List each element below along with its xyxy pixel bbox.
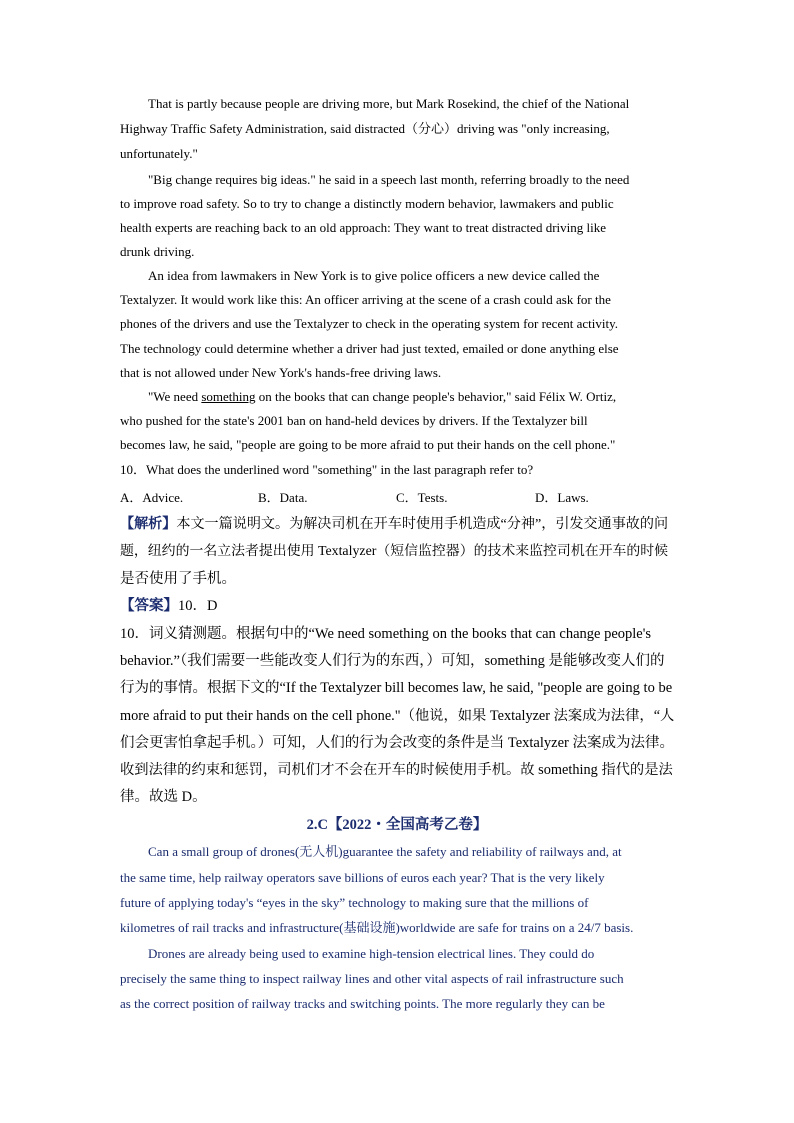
passage-line: Drones are already being used to examine high-tension electrical lines. They could do — [148, 946, 595, 961]
passage-line: phones of the drivers and use the Textalyzer to check in the operating system for recent activity. — [120, 316, 618, 331]
passage-line: who pushed for the state's 2001 ban on hand-held devices by drivers. If the Textalyzer bill — [120, 413, 588, 428]
answer-label: 【答案】 — [120, 598, 178, 614]
passage-line: becomes law, he said, "people are going to be more afraid to put their hands on the cell phone." — [120, 437, 616, 452]
passage-line: unfortunately." — [120, 146, 198, 161]
passage-line: precisely the same thing to inspect railway lines and other vital aspects of rail infrastructure such — [120, 971, 624, 986]
passage-line: "Big change requires big ideas." he said in a speech last month, referring broadly to the need — [148, 172, 630, 187]
answer-line — [120, 598, 217, 614]
passage-line — [148, 389, 616, 405]
passage-line: that is not allowed under New York's hands-free driving laws. — [120, 365, 442, 380]
passage-line: as the correct position of railway tracks and switching points. The more regularly they can be — [120, 996, 605, 1011]
explanation-line: 们会更害怕拿起手机。）可知，人们的行为会改变的条件是当 Textalyzer 法案成为法律。 — [120, 735, 674, 751]
passage-line: An idea from lawmakers in New York is to give police officers a new device called the — [148, 268, 600, 283]
passage-line: Can a small group of drones(无人机)guarantee the safety and reliability of railways and, at — [148, 844, 622, 859]
explanation-line: 收到法律的约束和惩罚，司机们才不会在开车的时候使用手机。故 something 指代的是法 — [120, 762, 673, 778]
question-text: 10．What does the underlined word "something" in the last paragraph refer to? — [120, 462, 534, 477]
analysis-line: 是否使用了手机。 — [120, 571, 236, 587]
section-heading: 2.C【2022・全国高考乙卷】 — [306, 817, 488, 833]
text-fragment: on the books that can change people's behavior," said Félix W. Ortiz, — [255, 389, 617, 404]
analysis-label: 【解析】 — [120, 516, 177, 532]
passage-line: the same time, help railway operators save billions of euros each year? That is the very likely — [120, 870, 605, 885]
option-d: D．Laws. — [535, 490, 589, 505]
analysis-line: 题，纽约的一名立法者提出使用 Textalyzer（短信监控器）的技术来监控司机在开车的时候 — [120, 544, 669, 559]
option-a: A．Advice. — [120, 490, 184, 505]
passage-line: drunk driving. — [120, 244, 195, 259]
text-fragment: "We need — [148, 389, 202, 404]
passage-line: Textalyzer. It would work like this: An officer arriving at the scene of a crash could ask for the — [120, 292, 611, 307]
explanation-line: behavior.”（我们需要一些能改变人们行为的东西，）可知，something 是能够改变人们的 — [120, 653, 665, 669]
explanation-line: 行为的事情。根据下文的“If the Textalyzer bill becomes law, he said, "people are going to be — [120, 680, 673, 696]
option-c: C．Tests. — [396, 490, 448, 505]
passage-line: That is partly because people are driving more, but Mark Rosekind, the chief of the National — [148, 96, 630, 111]
passage-line: The technology could determine whether a driver had just texted, emailed or done anything else — [120, 341, 619, 356]
passage-line: to improve road safety. So to try to change a distinctly modern behavior, lawmakers and public — [120, 196, 614, 211]
explanation-line: 10．词义猜测题。根据句中的“We need something on the books that can change people's — [120, 626, 651, 642]
analysis-text: 本文一篇说明文。为解决司机在开车时使用手机造成“分神”，引发交通事故的问 — [176, 516, 669, 532]
underlined-word: something — [201, 389, 256, 404]
passage-line: kilometres of rail tracks and infrastructure(基础设施)worldwide are safe for trains on a 24/7 basis. — [120, 920, 634, 935]
passage-line: future of applying today's “eyes in the sky” technology to making sure that the millions of — [120, 895, 589, 910]
passage-line: health experts are reaching back to an old approach: They want to treat distracted driving like — [120, 220, 606, 235]
passage-line: Highway Traffic Safety Administration, said distracted（分心）driving was "only increasing, — [120, 121, 610, 136]
analysis-line — [120, 516, 668, 532]
explanation-line: more afraid to put their hands on the cell phone."（他说，如果 Textalyzer 法案成为法律，“人 — [120, 708, 675, 724]
answer-value: 10．D — [178, 598, 218, 614]
explanation-line: 律。故选 D。 — [120, 789, 207, 805]
option-b: B．Data. — [258, 490, 308, 505]
